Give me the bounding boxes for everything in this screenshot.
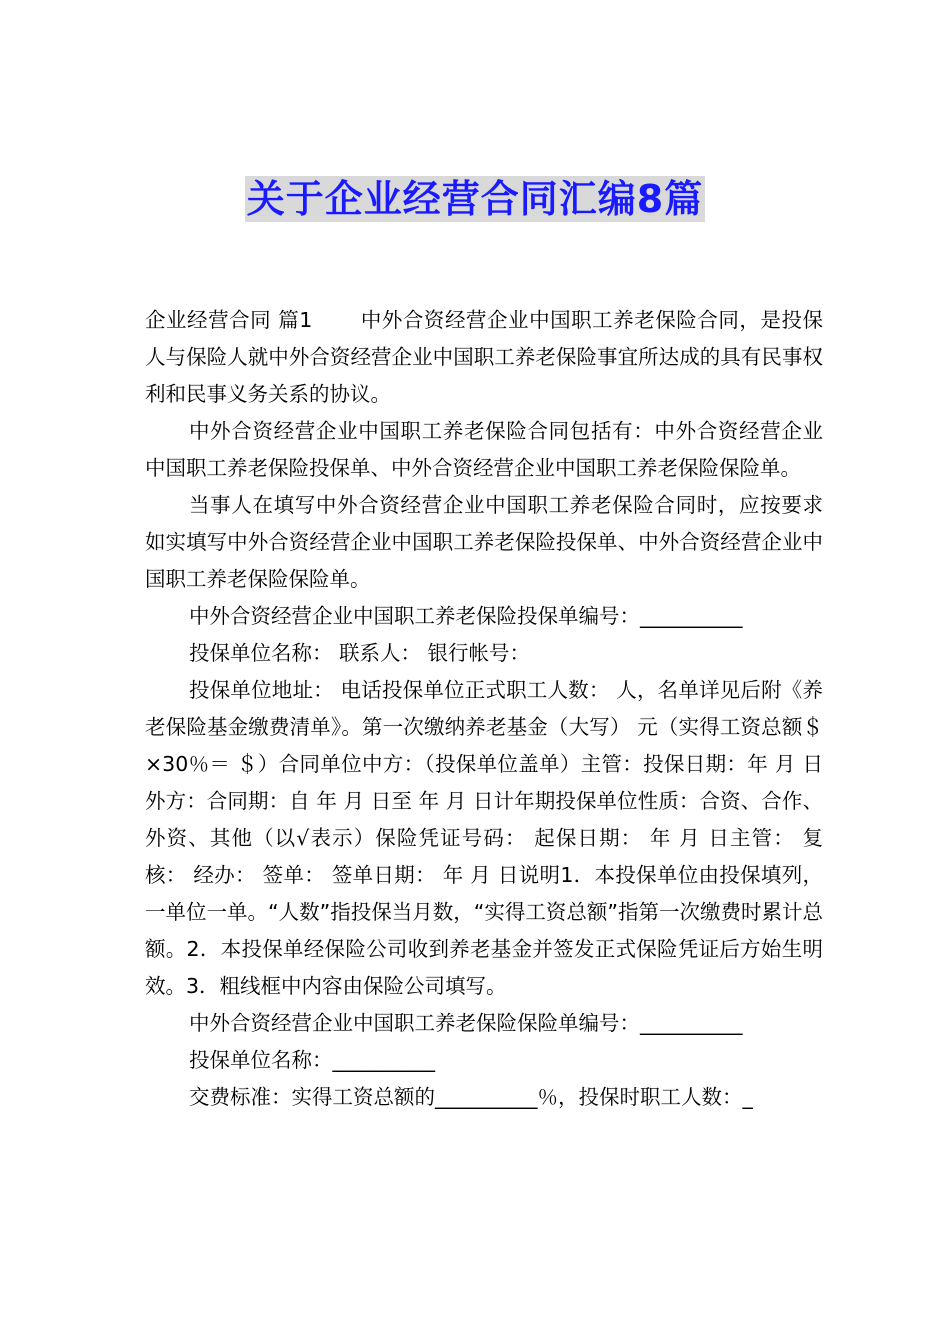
section-heading: 企业经营合同 篇1 bbox=[145, 308, 313, 332]
paragraph-8: 投保单位名称：__________ bbox=[189, 1048, 435, 1072]
paragraph-3: 当事人在填写中外合资经营企业中国职工养老保险合同时，应按要求如实填写中外合资经营企业中国职工养老保险投保单、中外合资经营企业中国职工养老保险保险单。 bbox=[145, 493, 823, 591]
paragraph-2: 中外合资经营企业中国职工养老保险合同包括有：中外合资经营企业中国职工养老保险投保单、中外合资经营企业中国职工养老保险保险单。 bbox=[145, 419, 823, 480]
paragraph-4: 中外合资经营企业中国职工养老保险投保单编号：__________ bbox=[189, 604, 743, 628]
document-title: 关于企业经营合同汇编8篇 bbox=[246, 177, 704, 221]
paragraph-7: 中外合资经营企业中国职工养老保险保险单编号：__________ bbox=[189, 1011, 743, 1035]
paragraph-6: 投保单位地址： 电话投保单位正式职工人数： 人，名单详见后附《养老保险基金缴费清单》。第一次缴纳养老基金（大写） 元（实得工资总额＄ ×30％＝ ＄）合同单位中方：（投保单位盖单）主管：投保日期：年 月 日外方：合同期：自 年 月 日至 年 月 日计年期投保单位性质：合资、合作、外资、其他（以√表示）保险凭证号码： 起保日期： 年 月 日主管： 复核： 经办： 签单： 签单日期： 年 月 日说明1．本投保单位由投保填列，一单位一单。“人数”指投保当月数，“实得工资总额”指第一次缴费时累计总额。2．本投保单经保险公司收到养老基金并签发正式保险凭证后方始生明效。3．粗线框中内容由保险公司填写。 bbox=[145, 678, 823, 998]
document-body bbox=[145, 302, 823, 1116]
paragraph-text: 中外合资经营企业中国职工养老保险合同，是投保人与保险人就中外合资经营企业中国职工养老保险事宜所达成的具有民事权利和民事义务关系的协议。 bbox=[145, 308, 823, 406]
paragraph-5: 投保单位名称： 联系人： 银行帐号： bbox=[189, 641, 531, 665]
title-container bbox=[0, 176, 950, 222]
paragraph-1 bbox=[145, 302, 823, 413]
paragraph-9: 交费标准：实得工资总额的__________％，投保时职工人数：_ bbox=[189, 1085, 753, 1109]
